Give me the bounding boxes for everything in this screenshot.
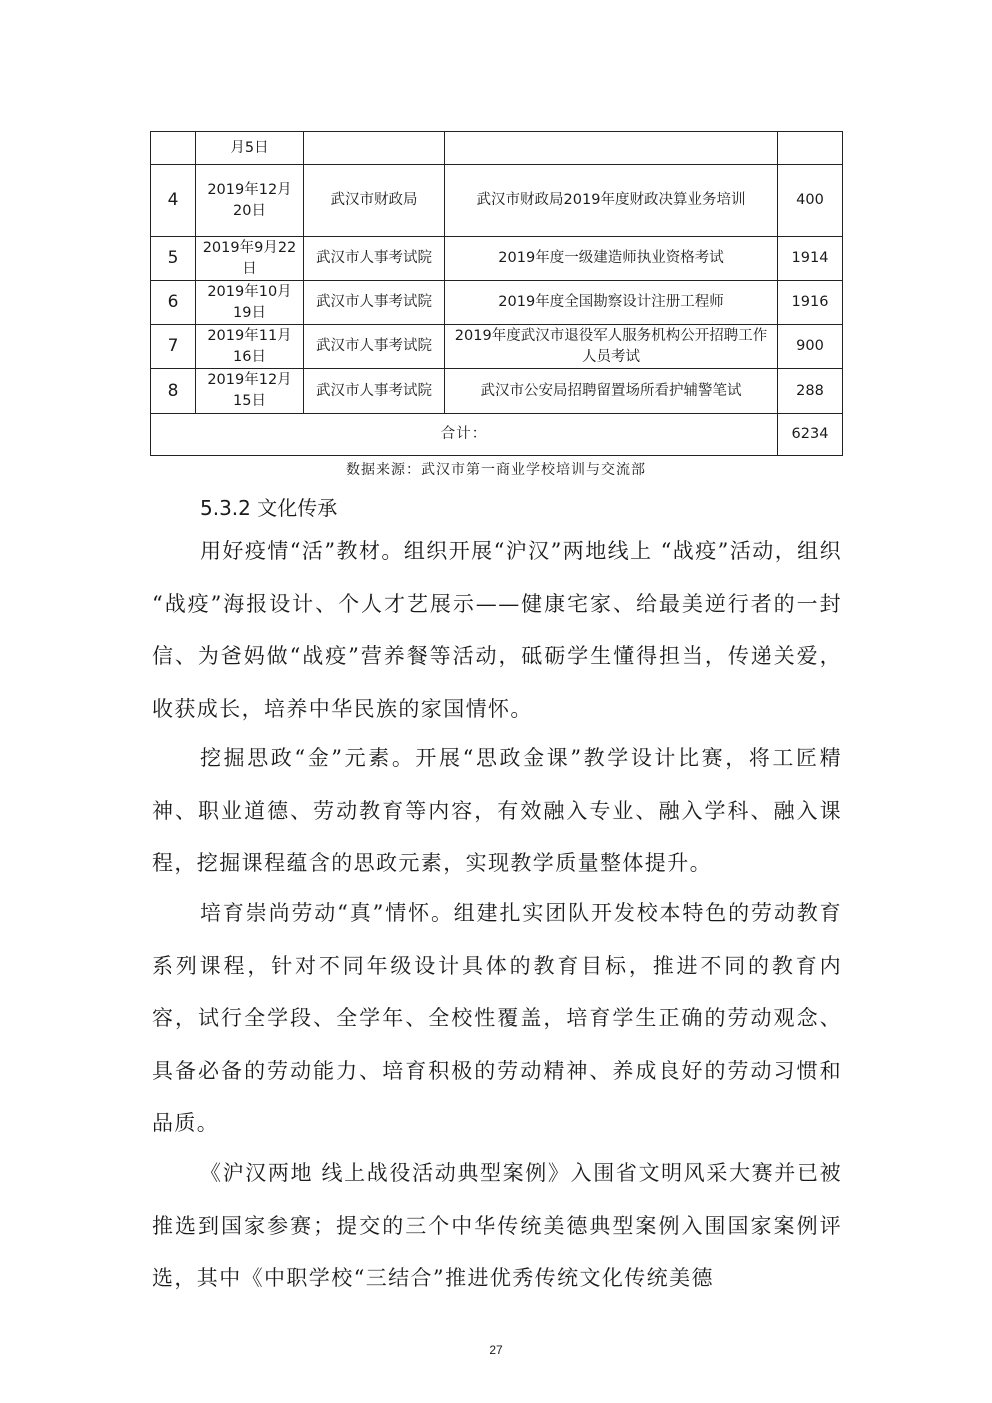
- row-date: 2019年11月16日: [196, 325, 304, 369]
- row-project-name: [445, 132, 778, 165]
- table-row: [151, 325, 843, 369]
- table-row: [151, 165, 843, 237]
- table-row: [151, 369, 843, 414]
- paragraph: 用好疫情“活”教材。组织开展“沪汉”两地线上 “战疫”活动，组织 “战疫”海报设计、个人才艺展示——健康宅家、给最美逆行者的一封信、为爸妈做“战疫”营养餐等活动，砥砺学生懂得担当，传递关爱，收获成长，培养中华民族的家国情怀。: [152, 539, 842, 721]
- table-row: [151, 132, 843, 165]
- row-organizer: 武汉市人事考试院: [304, 369, 445, 414]
- row-date: 2019年9月22日: [196, 237, 304, 281]
- row-count: 400: [778, 165, 843, 237]
- data-source-note: 数据来源：武汉市第一商业学校培训与交流部: [346, 462, 646, 478]
- paragraph: 挖掘思政“金”元素。开展“思政金课”教学设计比赛，将工匠精神、职业道德、劳动教育等内容，有效融入专业、融入学科、融入课程，挖掘课程蕴含的思政元素，实现教学质量整体提升。: [152, 746, 842, 875]
- row-count: 288: [778, 369, 843, 414]
- row-project-name: 2019年度武汉市退役军人服务机构公开招聘工作人员考试: [445, 325, 778, 369]
- row-project-name: 2019年度全国勘察设计注册工程师: [445, 281, 778, 325]
- row-date: 2019年12月20日: [196, 165, 304, 237]
- row-count: 1914: [778, 237, 843, 281]
- page-number: 27: [489, 1343, 503, 1357]
- paragraph: 《沪汉两地 线上战役活动典型案例》入围省文明风采大赛并已被推选到国家参赛；提交的三个中华传统美德典型案例入围国家案例评选，其中《中职学校“三结合”推进优秀传统文化传统美德: [152, 1161, 842, 1290]
- row-index: 8: [151, 369, 196, 414]
- total-label: 合计：: [151, 414, 778, 456]
- training-table: [150, 131, 843, 456]
- row-project-name: 2019年度一级建造师执业资格考试: [445, 237, 778, 281]
- row-project-name: 武汉市公安局招聘留置场所看护辅警笔试: [445, 369, 778, 414]
- row-organizer: 武汉市人事考试院: [304, 325, 445, 369]
- row-index: 5: [151, 237, 196, 281]
- section-heading: 5.3.2 文化传承: [200, 496, 338, 520]
- row-organizer: 武汉市人事考试院: [304, 237, 445, 281]
- row-count: 1916: [778, 281, 843, 325]
- row-index: 6: [151, 281, 196, 325]
- row-index: 4: [151, 165, 196, 237]
- row-count: [778, 132, 843, 165]
- row-date: 2019年12月15日: [196, 369, 304, 414]
- row-date: 2019年10月19日: [196, 281, 304, 325]
- row-organizer: [304, 132, 445, 165]
- paragraph: 培育崇尚劳动“真”情怀。组建扎实团队开发校本特色的劳动教育系列课程，针对不同年级设计具体的教育目标，推进不同的教育内容，试行全学段、全学年、全校性覆盖，培育学生正确的劳动观念、具备必备的劳动能力、培育积极的劳动精神、养成良好的劳动习惯和品质。: [152, 901, 842, 1135]
- row-index: 7: [151, 325, 196, 369]
- row-count: 900: [778, 325, 843, 369]
- table-total-row: [151, 414, 843, 456]
- total-value: 6234: [778, 414, 843, 456]
- table-row: [151, 281, 843, 325]
- row-project-name: 武汉市财政局2019年度财政决算业务培训: [445, 165, 778, 237]
- row-organizer: 武汉市财政局: [304, 165, 445, 237]
- row-date: 月5日: [196, 132, 304, 165]
- row-index: [151, 132, 196, 165]
- table-row: [151, 237, 843, 281]
- row-organizer: 武汉市人事考试院: [304, 281, 445, 325]
